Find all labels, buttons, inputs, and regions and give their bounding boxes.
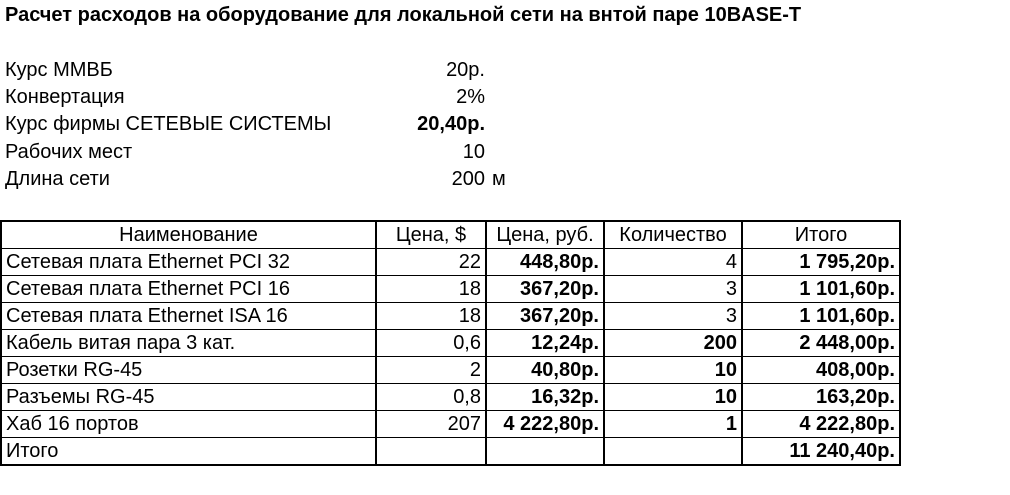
cell-price-rub[interactable]: 367,20р. bbox=[486, 276, 604, 303]
cell-price-rub[interactable]: 4 222,80р. bbox=[486, 411, 604, 438]
param-row-workplaces bbox=[5, 139, 525, 166]
cell-quantity[interactable]: 200 bbox=[604, 330, 742, 357]
param-value: 2% bbox=[456, 86, 485, 108]
cell-total[interactable]: 1 795,20р. bbox=[742, 249, 900, 276]
param-label: Курс фирмы СЕТЕВЫЕ СИСТЕМЫ bbox=[5, 113, 332, 135]
cell-price-usd[interactable]: 18 bbox=[376, 276, 486, 303]
cell-price-rub[interactable]: 448,80р. bbox=[486, 249, 604, 276]
cell-total[interactable]: 163,20р. bbox=[742, 384, 900, 411]
empty-cell[interactable] bbox=[604, 438, 742, 466]
cell-total[interactable]: 4 222,80р. bbox=[742, 411, 900, 438]
param-label: Конвертация bbox=[5, 86, 125, 108]
param-value: 10 bbox=[462, 141, 485, 163]
cell-price-rub[interactable]: 40,80р. bbox=[486, 357, 604, 384]
param-label: Курс ММВБ bbox=[5, 59, 113, 81]
cell-price-usd[interactable]: 18 bbox=[376, 303, 486, 330]
param-value: 200 bbox=[451, 168, 485, 190]
param-row-exchange-rate bbox=[5, 57, 525, 84]
table-row bbox=[1, 357, 900, 384]
equipment-cost-table bbox=[0, 220, 901, 466]
grand-total-value[interactable]: 11 240,40р. bbox=[742, 438, 900, 466]
sheet-title: Расчет расходов на оборудование для локальной сети на внтой паре 10BASE-T bbox=[5, 4, 802, 26]
cell-total[interactable]: 1 101,60р. bbox=[742, 303, 900, 330]
cell-quantity[interactable]: 3 bbox=[604, 276, 742, 303]
param-value: 20,40р. bbox=[417, 113, 485, 135]
cell-name[interactable]: Сетевая плата Ethernet PCI 32 bbox=[1, 249, 376, 276]
cell-quantity[interactable]: 1 bbox=[604, 411, 742, 438]
cell-total[interactable]: 2 448,00р. bbox=[742, 330, 900, 357]
total-label[interactable]: Итого bbox=[1, 438, 376, 466]
cell-price-usd[interactable]: 207 bbox=[376, 411, 486, 438]
table-header-row bbox=[1, 221, 900, 249]
param-label: Длина сети bbox=[5, 168, 110, 190]
cell-name[interactable]: Кабель витая пара 3 кат. bbox=[1, 330, 376, 357]
cell-price-usd[interactable]: 2 bbox=[376, 357, 486, 384]
cell-price-rub[interactable]: 16,32р. bbox=[486, 384, 604, 411]
table-row bbox=[1, 276, 900, 303]
cell-total[interactable]: 408,00р. bbox=[742, 357, 900, 384]
param-label: Рабочих мест bbox=[5, 141, 133, 163]
cell-name[interactable]: Сетевая плата Ethernet PCI 16 bbox=[1, 276, 376, 303]
cell-name[interactable]: Сетевая плата Ethernet ISA 16 bbox=[1, 303, 376, 330]
cell-price-usd[interactable]: 22 bbox=[376, 249, 486, 276]
table-row bbox=[1, 303, 900, 330]
cell-quantity[interactable]: 10 bbox=[604, 384, 742, 411]
cell-total[interactable]: 1 101,60р. bbox=[742, 276, 900, 303]
param-row-company-rate bbox=[5, 111, 525, 138]
cell-price-rub[interactable]: 12,24р. bbox=[486, 330, 604, 357]
cell-quantity[interactable]: 3 bbox=[604, 303, 742, 330]
header-price-rub[interactable]: Цена, руб. bbox=[486, 221, 604, 249]
header-price-usd[interactable]: Цена, $ bbox=[376, 221, 486, 249]
cell-price-usd[interactable]: 0,6 bbox=[376, 330, 486, 357]
empty-cell[interactable] bbox=[376, 438, 486, 466]
header-total[interactable]: Итого bbox=[742, 221, 900, 249]
cell-name[interactable]: Разъемы RG-45 bbox=[1, 384, 376, 411]
cell-name[interactable]: Розетки RG-45 bbox=[1, 357, 376, 384]
cell-quantity[interactable]: 4 bbox=[604, 249, 742, 276]
table-row bbox=[1, 330, 900, 357]
param-value: 20р. bbox=[446, 59, 485, 81]
empty-cell[interactable] bbox=[486, 438, 604, 466]
header-name[interactable]: Наименование bbox=[1, 221, 376, 249]
table-row bbox=[1, 384, 900, 411]
param-unit: м bbox=[492, 168, 506, 190]
cell-quantity[interactable]: 10 bbox=[604, 357, 742, 384]
table-total-row bbox=[1, 438, 900, 466]
param-row-network-length bbox=[5, 166, 525, 193]
cell-price-rub[interactable]: 367,20р. bbox=[486, 303, 604, 330]
table-row bbox=[1, 249, 900, 276]
cell-name[interactable]: Хаб 16 портов bbox=[1, 411, 376, 438]
param-row-conversion bbox=[5, 84, 525, 111]
cell-price-usd[interactable]: 0,8 bbox=[376, 384, 486, 411]
header-quantity[interactable]: Количество bbox=[604, 221, 742, 249]
table-row bbox=[1, 411, 900, 438]
